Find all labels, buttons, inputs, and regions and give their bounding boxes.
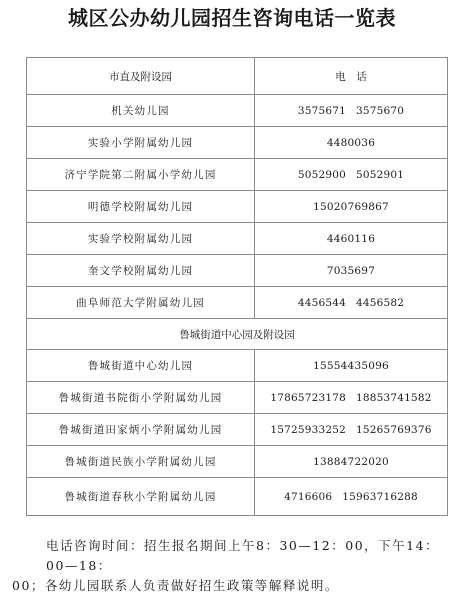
kindergarten-name: 鲁城街道田家炳小学附属幼儿园 xyxy=(27,414,255,446)
table-row xyxy=(27,446,448,478)
phone-cell xyxy=(255,191,448,223)
phone-number: 4716606 xyxy=(284,490,333,503)
phone-number: 15963716288 xyxy=(342,490,418,503)
phone-number: 4480036 xyxy=(326,136,376,149)
consultation-note-line-1: 电话咨询时间：招生报名期间上午8：30—12：00，下午14：00—18： xyxy=(46,538,440,573)
kindergarten-name: 鲁城街道书院街小学附属幼儿园 xyxy=(27,382,255,414)
phone-cell xyxy=(255,159,448,191)
phone-number: 15020769867 xyxy=(313,200,389,213)
table-header-row xyxy=(27,58,448,95)
kindergarten-name: 实验学校附属幼儿园 xyxy=(27,223,255,255)
consultation-note xyxy=(12,536,456,596)
phone-cell xyxy=(255,127,448,159)
phone-number: 4456544 xyxy=(297,296,346,309)
phone-number: 4460116 xyxy=(326,232,376,245)
phone-cell xyxy=(255,255,448,287)
phone-number: 3575670 xyxy=(356,104,405,117)
phone-cell xyxy=(255,382,448,414)
phone-cell xyxy=(255,350,448,382)
phone-number: 3575671 xyxy=(297,104,346,117)
kindergarten-name: 奎文学校附属幼儿园 xyxy=(27,255,255,287)
phone-number: 15725933252 xyxy=(270,423,346,436)
table-row xyxy=(27,95,448,127)
column-header-kindergarten: 市直及附设园 xyxy=(27,58,255,95)
kindergarten-name: 鲁城街道民族小学附属幼儿园 xyxy=(27,446,255,478)
page-title: 城区公办幼儿园招生咨询电话一览表 xyxy=(68,6,396,30)
table-row xyxy=(27,223,448,255)
phone-cell xyxy=(255,95,448,127)
phone-number: 13884722020 xyxy=(313,455,389,468)
phone-number: 15554435096 xyxy=(313,359,389,372)
kindergarten-name: 明德学校附属幼儿园 xyxy=(27,191,255,223)
phone-cell xyxy=(255,287,448,319)
section-heading-row xyxy=(27,319,448,350)
kindergarten-name: 机关幼儿园 xyxy=(27,95,255,127)
table-row xyxy=(27,255,448,287)
column-header-phone: 电 话 xyxy=(255,58,448,95)
table-row xyxy=(27,382,448,414)
consultation-note-line-2: 00；各幼儿园联系人负责做好招生政策等解释说明。 xyxy=(12,578,339,593)
phone-cell xyxy=(255,223,448,255)
table-row xyxy=(27,287,448,319)
table-row xyxy=(27,127,448,159)
kindergarten-name: 鲁城街道春秋小学附属幼儿园 xyxy=(27,478,255,516)
table-row xyxy=(27,414,448,446)
table-row xyxy=(27,478,448,516)
table-body xyxy=(27,95,448,516)
phone-cell xyxy=(255,414,448,446)
kindergarten-name: 鲁城街道中心幼儿园 xyxy=(27,350,255,382)
phone-number: 7035697 xyxy=(326,264,376,277)
phone-number: 5052901 xyxy=(356,168,405,181)
kindergarten-name: 济宁学院第二附属小学幼儿园 xyxy=(27,159,255,191)
phone-number: 18853741582 xyxy=(356,391,432,404)
phone-number: 4456582 xyxy=(356,296,405,309)
phone-cell xyxy=(255,446,448,478)
kindergarten-name: 实验小学附属幼儿园 xyxy=(27,127,255,159)
phone-cell xyxy=(255,478,448,516)
table-row xyxy=(27,159,448,191)
phone-number: 17865723178 xyxy=(270,391,346,404)
table-row xyxy=(27,350,448,382)
section-heading: 鲁城街道中心园及附设园 xyxy=(27,319,448,350)
phone-number: 15265769376 xyxy=(356,423,432,436)
kindergarten-phone-table xyxy=(26,57,448,516)
kindergarten-name: 曲阜师范大学附属幼儿园 xyxy=(27,287,255,319)
phone-number: 5052900 xyxy=(297,168,346,181)
table-row xyxy=(27,191,448,223)
